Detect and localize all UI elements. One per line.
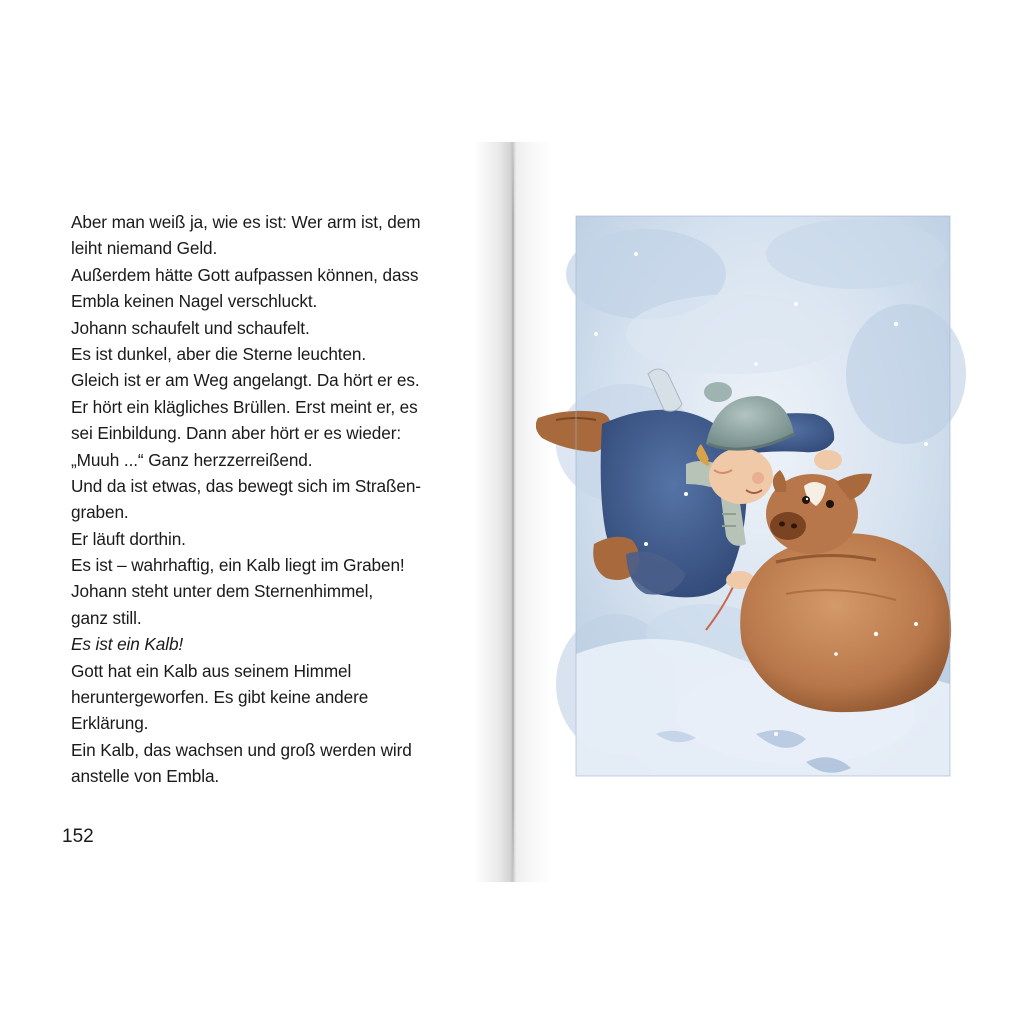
illustration-svg bbox=[536, 214, 966, 780]
story-line: Es ist – wahrhaftig, ein Kalb liegt im Graben! bbox=[71, 555, 405, 576]
story-line: Johann schaufelt und schaufelt. bbox=[71, 317, 310, 338]
story-line: Erklärung. bbox=[71, 713, 149, 734]
story-line: anstelle von Embla. bbox=[71, 766, 220, 787]
story-line: Außerdem hätte Gott aufpassen können, dass bbox=[71, 264, 419, 285]
book-spine-line bbox=[512, 142, 514, 882]
page-number: 152 bbox=[62, 826, 94, 847]
story-line: „Muuh ...“ Ganz herzzerreißend. bbox=[71, 449, 313, 470]
story-line: Er läuft dorthin. bbox=[71, 528, 186, 549]
boy-boot-left bbox=[536, 411, 611, 452]
story-line: ganz still. bbox=[71, 607, 142, 628]
story-line: Embla keinen Nagel verschluckt. bbox=[71, 291, 318, 312]
story-line: Es ist ein Kalb! bbox=[71, 634, 184, 655]
story-line: Und da ist etwas, das bewegt sich im Straßen- bbox=[71, 475, 421, 496]
calf-sack bbox=[740, 533, 951, 712]
boy-hand bbox=[814, 450, 842, 470]
story-line: graben. bbox=[71, 502, 129, 523]
story-line: Aber man weiß ja, wie es ist: Wer arm ist, dem bbox=[71, 212, 421, 232]
story-line: Johann steht unter dem Sternenhimmel, bbox=[71, 581, 374, 602]
calf-eye bbox=[802, 496, 810, 504]
story-line: leiht niemand Geld. bbox=[71, 238, 218, 259]
story-line: Gleich ist er am Weg angelangt. Da hört er es. bbox=[71, 370, 420, 391]
story-line: Ein Kalb, das wachsen und groß werden wird bbox=[71, 739, 412, 760]
story-line: heruntergeworfen. Es gibt keine andere bbox=[71, 687, 369, 708]
story-line: Gott hat ein Kalb aus seinem Himmel bbox=[71, 660, 352, 681]
story-line: Es ist dunkel, aber die Sterne leuchten. bbox=[71, 343, 367, 364]
illustration-boy-hugging-calf bbox=[536, 214, 966, 780]
story-line: sei Einbildung. Dann aber hört er es wieder: bbox=[71, 423, 401, 444]
story-text bbox=[71, 209, 471, 790]
story-line: Er hört ein klägliches Brüllen. Erst meint er, es bbox=[71, 396, 418, 417]
